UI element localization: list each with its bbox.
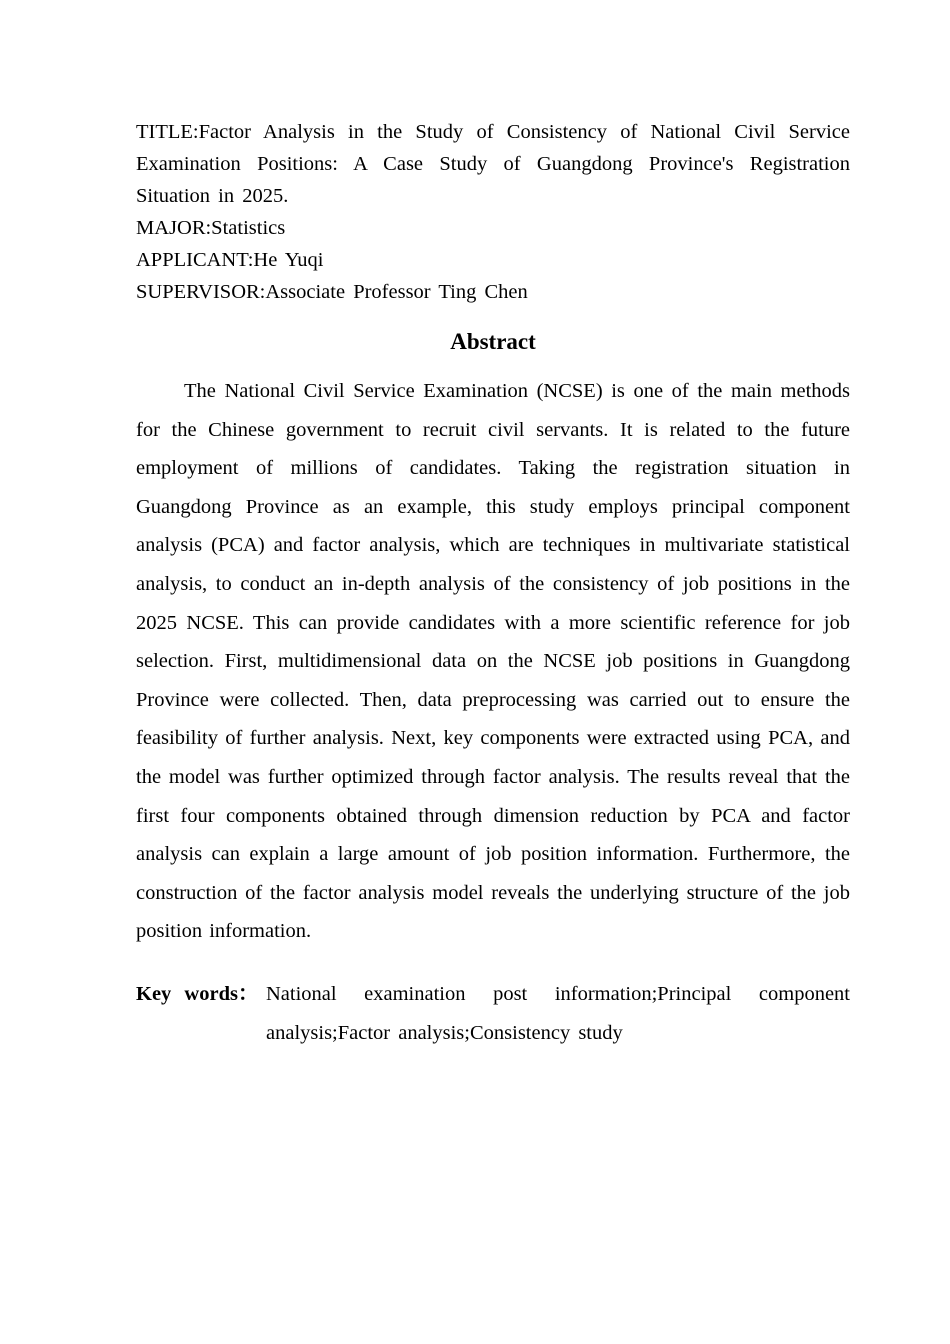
paper-page xyxy=(136,116,850,1053)
thesis-major: MAJOR:Statistics xyxy=(136,217,286,239)
thesis-applicant: APPLICANT:He Yuqi xyxy=(136,249,324,271)
keywords-label: Key words： xyxy=(136,982,259,1005)
thesis-metadata xyxy=(136,116,850,308)
abstract-body: The National Civil Service Examination (NCSE) is one of the main methods for the Chinese government to recruit civil servants. It is related to the future employment of millions of candidates. Taking the registration situation in Guangdong Province as an example, this study employs principal component analysis (PCA) and factor analysis, which are techniques in multivariate statistical analysis, to conduct an in-depth analysis of the consistency of job positions in the 2025 NCSE. This can provide candidates with a more scientific reference for job selection. First, multidimensional data on the NCSE job positions in Guangdong Province were collected. Then, data preprocessing was carried out to ensure the feasibility of further analysis. Next, key components were extracted using PCA, and the model was further optimized through factor analysis. The results reveal that the first four components obtained through dimension reduction by PCA and factor analysis can explain a large amount of job position information. Furthermore, the construction of the factor analysis model reveals the underlying structure of the job position information. xyxy=(136,380,850,943)
keywords-section xyxy=(136,975,850,1053)
thesis-title: TITLE:Factor Analysis in the Study of Consistency of National Civil Service Examination Positions: A Case Study of Guangdong Province's Registration Situation in 2025. xyxy=(136,121,850,207)
abstract-heading: Abstract xyxy=(450,329,536,354)
thesis-supervisor: SUPERVISOR:Associate Professor Ting Chen xyxy=(136,281,528,303)
keywords-text: National examination post information;Principal component analysis;Factor analysis;Consistency study xyxy=(266,982,850,1044)
